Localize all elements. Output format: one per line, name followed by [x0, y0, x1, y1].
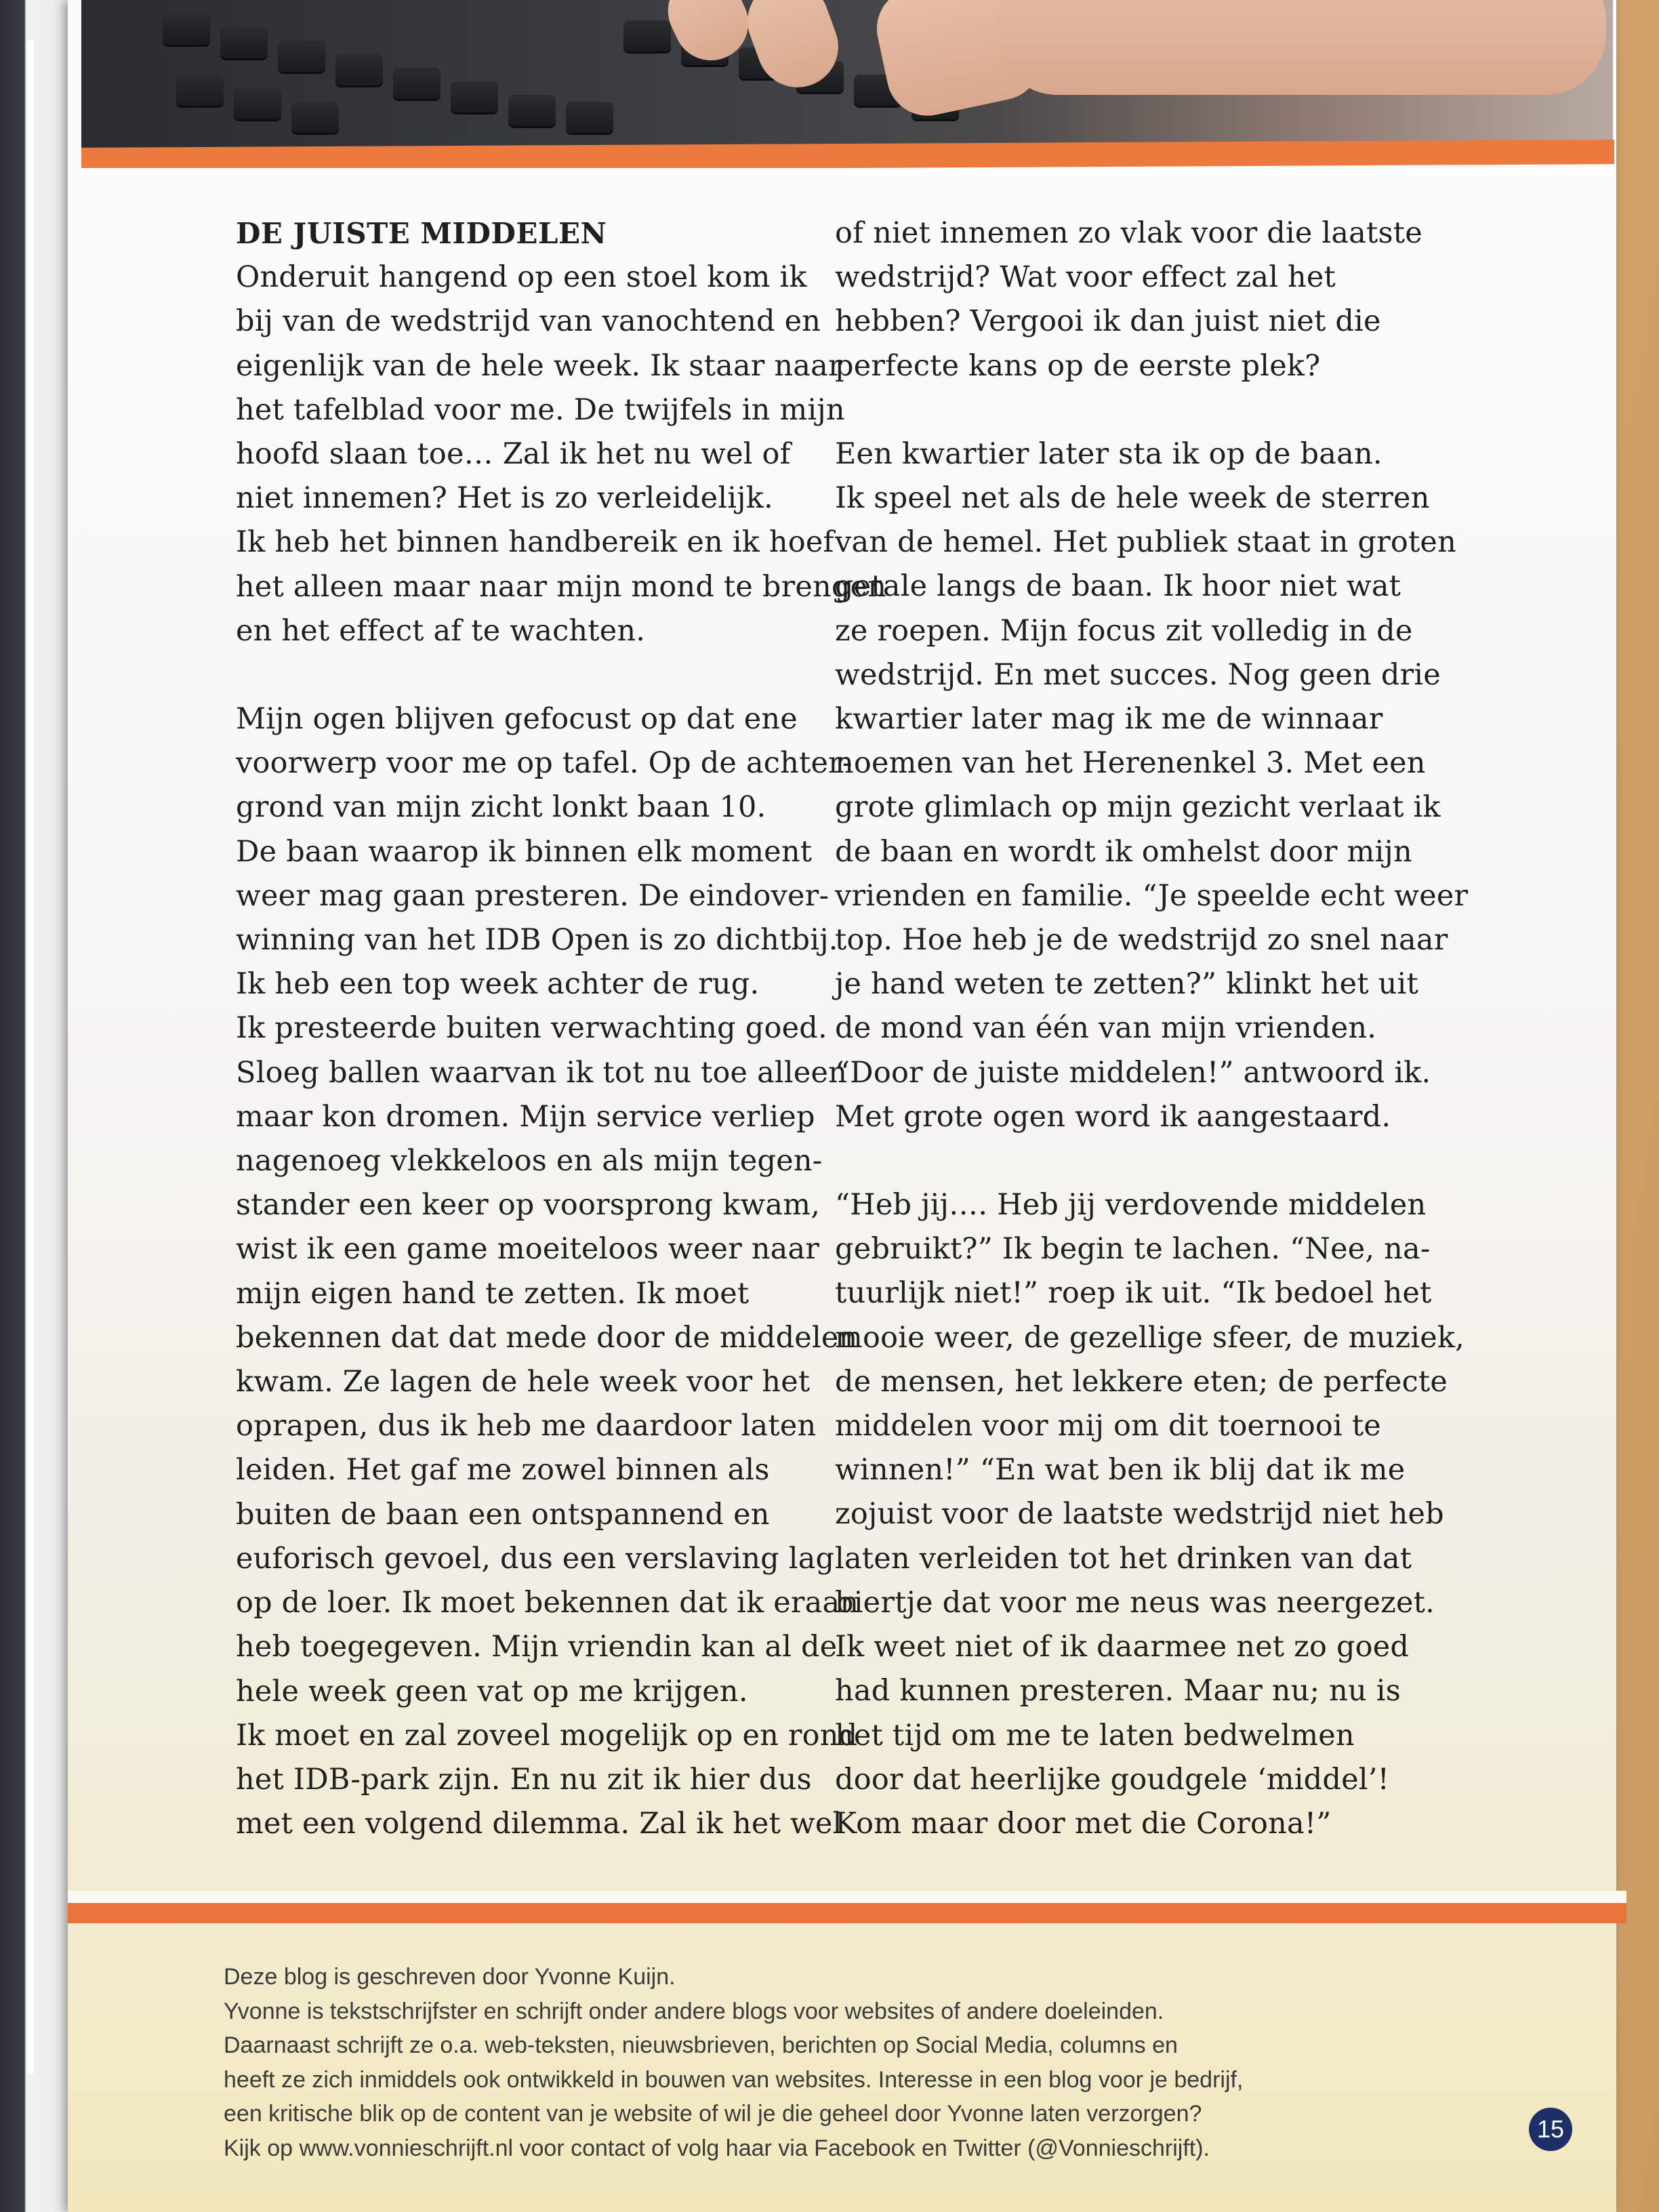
text-line: middelen voor mij om dit toernooi te [835, 1409, 1381, 1443]
text-line: Onderuit hangend op een stoel kom ik [236, 260, 807, 295]
text-line: top. Hoe heb je de wedstrijd zo snel naar [835, 923, 1448, 958]
footer-line: een kritische blik op de content van je website of wil je die geheel door Yvonne laten verzorgen? [224, 2101, 1202, 2127]
text-line: ze roepen. Mijn focus zit volledig in de [835, 613, 1413, 648]
keyboard-key [335, 54, 383, 85]
text-line: De baan waarop ik binnen elk moment [236, 834, 813, 869]
text-line: je hand weten te zetten?” klinkt het uit [835, 967, 1418, 1002]
text-line: Ik heb het binnen handbereik en ik hoef [236, 525, 834, 560]
text-line: de mensen, het lekkere eten; de perfecte [835, 1364, 1448, 1399]
text-line: met een volgend dilemma. Zal ik het wel [236, 1807, 842, 1841]
text-line: Sloeg ballen waarvan ik tot nu toe alleen [236, 1055, 848, 1090]
bottom-orange-stripe [68, 1903, 1626, 1923]
text-line: “Heb jij…. Heb jij verdovende middelen [835, 1188, 1427, 1223]
keyboard-key [278, 41, 325, 72]
text-line: de mond van één van mijn vrienden. [835, 1011, 1377, 1046]
paragraph-gap [835, 388, 1397, 432]
keyboard-key [393, 68, 441, 99]
keyboard-key [623, 20, 671, 52]
text-line: van de hemel. Het publiek staat in groten [835, 525, 1456, 560]
top-white-stripe [81, 168, 1614, 176]
footer-line: Daarnaast schrijft ze o.a. web-teksten, nieuwsbrieven, berichten op Social Media, columns en [224, 2032, 1178, 2058]
text-line: Ik speel net als de hele week de sterren [835, 481, 1430, 516]
text-line: euforisch gevoel, dus een verslaving lag [236, 1541, 835, 1576]
author-footer [224, 1960, 1511, 2165]
text-line: op de loer. Ik moet bekennen dat ik eraan [236, 1586, 859, 1620]
keyboard-key [451, 81, 498, 112]
text-line: “Door de juiste middelen!” antwoord ik. [835, 1055, 1431, 1090]
footer-line: Kijk op www.vonnieschrijft.nl voor contact of volg haar via Facebook en Twitter (@Vonnieschrijft). [224, 2135, 1210, 2161]
text-line: kwam. Ze lagen de hele week voor het [236, 1365, 811, 1399]
text-line: mijn eigen hand te zetten. Ik moet [236, 1276, 750, 1311]
text-line: weer mag gaan presteren. De eindover- [236, 878, 830, 913]
article-left-column [236, 211, 887, 1846]
keyboard-key [291, 102, 339, 133]
text-line: biertje dat voor me neus was neergezet. [835, 1585, 1435, 1620]
text-line: nagenoeg vlekkeloos en als mijn tegen- [236, 1144, 823, 1179]
keyboard-key [163, 14, 210, 45]
text-line: Een kwartier later sta ik op de baan. [835, 436, 1382, 471]
text-line: het tafelblad voor me. De twijfels in mijn [236, 392, 845, 427]
keyboard-key [566, 102, 613, 133]
text-line: het alleen maar naar mijn mond te brengen [236, 569, 887, 604]
text-line: oprapen, dus ik heb me daardoor laten [236, 1409, 817, 1443]
text-line: grond van mijn zicht lonkt baan 10. [236, 790, 766, 825]
text-line: Kom maar door met die Corona!” [835, 1806, 1332, 1841]
text-line: tuurlijk niet!” roep ik uit. “Ik bedoel het [835, 1276, 1432, 1311]
text-line: had kunnen presteren. Maar nu; nu is [835, 1674, 1401, 1708]
text-line: stander een keer op voorsprong kwam, [236, 1188, 821, 1223]
text-line: perfecte kans op de eerste plek? [835, 348, 1321, 383]
text-line: en het effect af te wachten. [236, 613, 646, 648]
text-line: noemen van het Herenenkel 3. Met een [835, 746, 1426, 781]
text-line: hele week geen vat op me krijgen. [236, 1674, 748, 1708]
keyboard-key [234, 88, 281, 119]
text-line: eigenlijk van de hele week. Ik staar naar [236, 348, 842, 383]
text-line: of niet innemen zo vlak voor die laatste [835, 216, 1422, 250]
text-line: zojuist voor de laatste wedstrijd niet heb [835, 1497, 1444, 1532]
paragraph-gap [236, 653, 805, 697]
keyboard-key [220, 27, 268, 58]
text-line: Met grote ogen word ik aangestaard. [835, 1099, 1391, 1134]
text-line: bij van de wedstrijd van vanochtend en [236, 304, 821, 339]
text-line: het tijd om me te laten bedwelmen [835, 1718, 1355, 1753]
text-line: wedstrijd. En met succes. Nog geen drie [835, 657, 1441, 692]
text-line: Ik moet en zal zoveel mogelijk op en rond [236, 1718, 858, 1753]
text-line: wist ik een game moeiteloos weer naar [236, 1232, 820, 1267]
article-heading: DE JUISTE MIDDELEN [236, 217, 607, 250]
text-line: heb toegegeven. Mijn vriendin kan al de [236, 1630, 838, 1664]
hand [996, 0, 1606, 95]
text-line: bekennen dat dat mede door de middelen [236, 1320, 858, 1355]
bottom-white-stripe [68, 1891, 1626, 1903]
text-line: Ik heb een top week achter de rug. [236, 967, 760, 1002]
text-line: winning van het IDB Open is zo dichtbij. [236, 923, 838, 958]
footer-line: heeft ze zich inmiddels ook ontwikkeld in bouwen van websites. Interesse in een blog voor je bedrijf, [224, 2066, 1244, 2093]
text-line: leiden. Het gaf me zowel binnen als [236, 1453, 770, 1488]
text-line: hoofd slaan toe… Zal ik het nu wel of [236, 437, 791, 472]
text-line: kwartier later mag ik me de winnaar [835, 702, 1383, 737]
left-column-text [236, 255, 887, 1846]
keyboard-hand-photo [81, 0, 1613, 149]
text-line: het IDB-park zijn. En nu zit ik hier dus [236, 1762, 812, 1797]
paragraph-gap [835, 1139, 1397, 1183]
text-line: voorwerp voor me op tafel. Op de achter- [236, 746, 853, 781]
page-number-badge: 15 [1529, 2108, 1572, 2151]
text-line: de baan en wordt ik omhelst door mijn [835, 834, 1412, 869]
text-line: laten verleiden tot het drinken van dat [835, 1541, 1412, 1576]
text-line: getale langs de baan. Ik hoor niet wat [835, 569, 1401, 604]
article-right-column [835, 211, 1469, 1846]
text-line: maar kon dromen. Mijn service verliep [236, 1099, 815, 1134]
text-line: gebruikt?” Ik begin te lachen. “Nee, na- [835, 1232, 1431, 1267]
text-line: door dat heerlijke goudgele ‘middel’! [835, 1762, 1390, 1797]
text-line: mooie weer, de gezellige sfeer, de muziek, [835, 1320, 1465, 1355]
text-line: Ik presteerde buiten verwachting goed. [236, 1011, 827, 1046]
text-line: winnen!” “En wat ben ik blij dat ik me [835, 1453, 1406, 1488]
text-line: buiten de baan een ontspannend en [236, 1497, 770, 1532]
keyboard-key [508, 95, 556, 126]
right-column-text [835, 211, 1469, 1846]
keyboard-key [176, 75, 224, 106]
text-line: hebben? Vergooi ik dan juist niet die [835, 304, 1381, 339]
text-line: grote glimlach op mijn gezicht verlaat ik [835, 790, 1441, 825]
previous-page-paper [27, 41, 34, 2074]
footer-line: Yvonne is tekstschrijfster en schrijft onder andere blogs voor websites of andere doeleinden. [224, 1998, 1164, 2024]
text-line: Mijn ogen blijven gefocust op dat ene [236, 702, 798, 737]
text-line: wedstrijd? Wat voor effect zal het [835, 260, 1336, 295]
footer-line: Deze blog is geschreven door Yvonne Kuijn. [224, 1964, 676, 1990]
text-line: vrienden en familie. “Je speelde echt weer [835, 878, 1469, 913]
text-line: Ik weet niet of ik daarmee net zo goed [835, 1630, 1410, 1664]
text-line: niet innemen? Het is zo verleidelijk. [236, 481, 773, 516]
